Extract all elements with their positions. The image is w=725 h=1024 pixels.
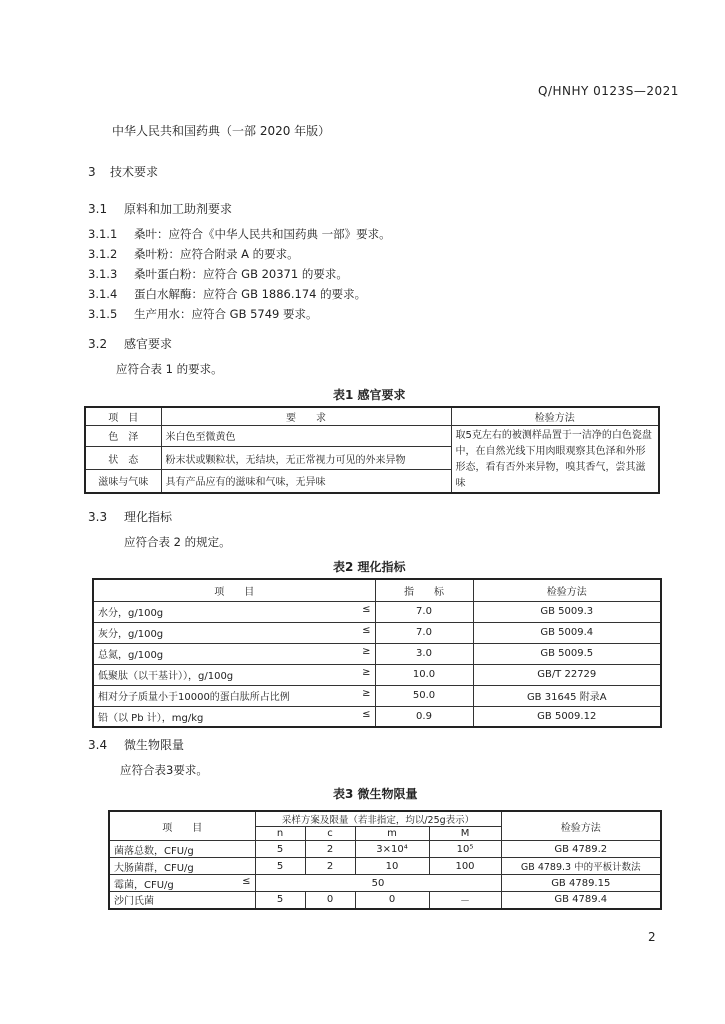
- table-row: [93, 622, 661, 643]
- clause-item: [88, 266, 348, 282]
- table-row: [109, 841, 661, 858]
- table-header: 检验方法: [501, 811, 661, 841]
- section-number: 3.2: [88, 337, 108, 351]
- section-3-3-heading: [88, 508, 172, 525]
- table-cell: 50.0: [375, 685, 473, 706]
- table-2-caption: 表2 理化指标: [333, 560, 406, 574]
- clause-number: 3.1.4: [88, 287, 118, 301]
- paragraph: 应符合表 2 的规定。: [124, 535, 231, 549]
- section-3-heading: [88, 163, 158, 180]
- paragraph: 应符合表3要求。: [120, 763, 208, 777]
- table-row: [93, 706, 661, 727]
- table-cell: 灰分，g/100g: [98, 629, 164, 640]
- clause-number: 3.1.2: [88, 247, 118, 261]
- clause-text: 生产用水：应符合 GB 5749 要求。: [134, 307, 318, 321]
- table-cell: 总氮，g/100g: [98, 650, 164, 661]
- paragraph: 应符合表 1 的要求。: [116, 362, 223, 376]
- table-cell: 7.0: [375, 622, 473, 643]
- section-title: 理化指标: [124, 510, 173, 524]
- table-cell: 7.0: [375, 601, 473, 622]
- table-cell: GB 5009.3: [473, 601, 661, 622]
- table-header: 指 标: [375, 579, 473, 601]
- table-cell: GB/T 22729: [473, 664, 661, 685]
- table-cell: GB 4789.4: [501, 892, 661, 909]
- table-cell: 0: [305, 892, 355, 909]
- table-cell: GB 5009.5: [473, 643, 661, 664]
- section-3-4-heading: [88, 736, 184, 753]
- table-cell: 铅（以 Pb 计），mg/kg: [98, 712, 204, 724]
- clause-number: 3.1.1: [88, 227, 118, 241]
- table-cell: 5: [255, 858, 305, 875]
- table-header: n: [255, 827, 305, 841]
- table-cell: 滋味与气味: [85, 470, 161, 493]
- table-row: [93, 664, 661, 685]
- comparison-symbol: ≤: [362, 625, 371, 636]
- table-cell: 0.9: [375, 706, 473, 727]
- table-cell: －: [429, 892, 501, 909]
- section-number: 3: [88, 165, 96, 179]
- clause-item: [88, 246, 299, 262]
- table-header: 检验方法: [473, 579, 661, 601]
- table-cell: 大肠菌群，CFU/g: [109, 858, 255, 875]
- section-number: 3.4: [88, 738, 108, 752]
- table-cell: 10⁵: [429, 841, 501, 858]
- table-header: 检验方法: [451, 407, 659, 425]
- table-2-physicochemical: [92, 578, 662, 728]
- section-title: 原料和加工助剂要求: [124, 202, 233, 216]
- table-row: [93, 643, 661, 664]
- table-cell: GB 5009.4: [473, 622, 661, 643]
- table-header: 项 目: [93, 579, 375, 601]
- table-cell: GB 4789.2: [501, 841, 661, 858]
- section-number: 3.1: [88, 202, 108, 216]
- clause-text: 桑叶蛋白粉：应符合 GB 20371 的要求。: [134, 267, 348, 281]
- comparison-symbol: ≤: [362, 604, 371, 615]
- standard-code: Q/HNHY 0123S—2021: [538, 84, 679, 98]
- table-1-caption: 表1 感官要求: [333, 388, 406, 402]
- reference-line: 中华人民共和国药典（一部 2020 年版）: [112, 124, 331, 138]
- clause-item: [88, 306, 318, 322]
- comparison-symbol: ≥: [362, 688, 371, 699]
- table-cell: 具有产品应有的滋味和气味，无异味: [161, 470, 451, 493]
- table-row: [85, 425, 659, 447]
- comparison-symbol: ≤: [242, 875, 251, 887]
- clause-number: 3.1.3: [88, 267, 118, 281]
- table-row: [93, 685, 661, 706]
- table-cell-method: 取5克左右的被测样品置于一洁净的白色瓷盘中，在自然光线下用肉眼观察其色泽和外形形态，看有否外来异物，嗅其香气，尝其滋味: [451, 425, 659, 493]
- clause-number: 3.1.5: [88, 307, 118, 321]
- table-cell: 色 泽: [85, 425, 161, 447]
- comparison-symbol: ≤: [362, 708, 371, 720]
- table-1-sensory: [84, 406, 660, 494]
- table-row: [93, 601, 661, 622]
- table-header: m: [355, 827, 429, 841]
- table-header: c: [305, 827, 355, 841]
- table-row: [109, 892, 661, 909]
- table-cell: 低聚肽（以干基计）），g/100g: [98, 671, 234, 682]
- clause-item: [88, 226, 391, 242]
- table-cell: 相对分子质量小于10000的蛋白肽所占比例: [98, 692, 290, 703]
- section-number: 3.3: [88, 510, 108, 524]
- page-number: 2: [648, 930, 656, 944]
- table-cell: 0: [355, 892, 429, 909]
- comparison-symbol: ≥: [362, 667, 371, 678]
- table-cell: 5: [255, 892, 305, 909]
- table-header: 项 目: [85, 407, 161, 425]
- comparison-symbol: ≥: [362, 646, 371, 657]
- section-title: 感官要求: [124, 337, 173, 351]
- table-cell: 水分，g/100g: [98, 608, 164, 619]
- clause-text: 桑叶：应符合《中华人民共和国药典 一部》要求。: [134, 227, 391, 241]
- section-3-1-heading: [88, 200, 232, 217]
- table-3-microbial: [108, 810, 662, 910]
- table-header: 要 求: [161, 407, 451, 425]
- table-cell: 沙门氏菌: [109, 892, 255, 909]
- table-cell: 霉菌，CFU/g: [114, 879, 174, 891]
- clause-item: [88, 286, 366, 302]
- table-cell: 状 态: [85, 447, 161, 470]
- table-cell: GB 31645 附录A: [473, 685, 661, 706]
- table-cell: 2: [305, 858, 355, 875]
- table-row: [109, 858, 661, 875]
- table-cell: 10.0: [375, 664, 473, 685]
- table-cell: GB 4789.3 中的平板计数法: [501, 858, 661, 875]
- table-cell: 米白色至微黄色: [161, 425, 451, 447]
- table-cell: 2: [305, 841, 355, 858]
- table-cell: 3×10⁴: [355, 841, 429, 858]
- table-header: M: [429, 827, 501, 841]
- table-cell: 菌落总数，CFU/g: [109, 841, 255, 858]
- clause-text: 桑叶粉：应符合附录 A 的要求。: [134, 247, 299, 261]
- clause-text: 蛋白水解酶：应符合 GB 1886.174 的要求。: [134, 287, 367, 301]
- table-3-caption: 表3 微生物限量: [333, 787, 418, 801]
- section-3-2-heading: [88, 335, 172, 352]
- table-cell: GB 5009.12: [473, 706, 661, 727]
- table-cell: 3.0: [375, 643, 473, 664]
- table-cell: 5: [255, 841, 305, 858]
- table-cell: 100: [429, 858, 501, 875]
- table-cell: 粉末状或颗粒状，无结块，无正常视力可见的外来异物: [161, 447, 451, 470]
- section-title: 技术要求: [110, 165, 159, 179]
- table-cell: GB 4789.15: [501, 875, 661, 892]
- table-header: 项 目: [109, 811, 255, 841]
- table-row: [109, 875, 661, 892]
- table-header: 采样方案及限量（若非指定，均以/25g表示）: [255, 811, 501, 827]
- table-cell: 50: [255, 875, 501, 892]
- section-title: 微生物限量: [124, 738, 185, 752]
- table-cell: 10: [355, 858, 429, 875]
